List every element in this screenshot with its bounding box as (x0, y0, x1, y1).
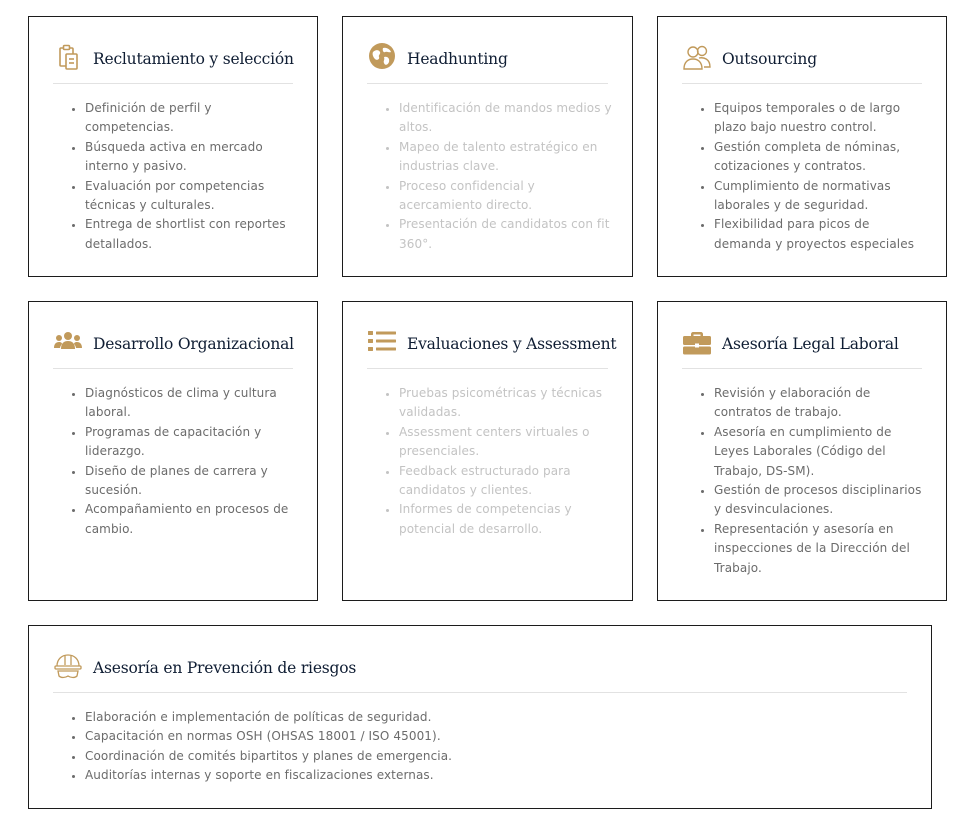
card-item-list (682, 99, 930, 254)
hard-hat-icon (53, 651, 83, 681)
service-card-prevencion (28, 625, 932, 809)
list-item: • Auditorías internas y soporte en fiscalizaciones externas. (85, 766, 915, 785)
list-item: • Gestión de procesos disciplinarios y desvinculaciones. (714, 481, 930, 520)
list-item: • Revisión y elaboración de contratos de trabajo. (714, 384, 930, 423)
list-item: • Cumplimiento de normativas laborales y de seguridad. (714, 177, 930, 216)
list-item: • Presentación de candidatos con fit 360°. (399, 215, 616, 254)
list-item: • Definición de perfil y competencias. (85, 99, 301, 138)
card-item-list (53, 384, 301, 539)
list-item: • Proceso confidencial y acercamiento directo. (399, 177, 616, 216)
card-title: Desarrollo Organizacional (93, 335, 294, 353)
card-item-list (367, 99, 616, 254)
list-item: • Representación y asesoría en inspecciones de la Dirección del Trabajo. (714, 520, 930, 578)
service-card-evaluaciones (342, 301, 633, 601)
card-header (53, 648, 907, 693)
list-item: • Programas de capacitación y liderazgo. (85, 423, 301, 462)
card-header (367, 324, 617, 369)
list-item: • Informes de competencias y potencial de desarrollo. (399, 500, 616, 539)
service-card-headhunting (342, 16, 633, 277)
clipboard-icon (53, 42, 83, 72)
list-item: • Flexibilidad para picos de demanda y proyectos especiales (714, 215, 930, 254)
list-item: • Capacitación en normas OSH (OHSAS 18001 / ISO 45001). (85, 727, 915, 746)
list-item: • Acompañamiento en procesos de cambio. (85, 500, 301, 539)
card-header (367, 39, 608, 84)
service-card-reclutamiento (28, 16, 318, 277)
card-title: Asesoría en Prevención de riesgos (93, 659, 357, 677)
list-item: • Feedback estructurado para candidatos y clientes. (399, 462, 616, 501)
card-title: Headhunting (407, 50, 508, 68)
briefcase-icon (682, 327, 712, 357)
card-item-list (53, 99, 301, 254)
card-item-list (53, 708, 915, 786)
card-header (682, 39, 922, 84)
service-card-desarrollo (28, 301, 318, 601)
group-icon (53, 327, 83, 357)
list-item: • Diseño de planes de carrera y sucesión. (85, 462, 301, 501)
list-item: • Entrega de shortlist con reportes detallados. (85, 215, 301, 254)
list-item: • Elaboración e implementación de políticas de seguridad. (85, 708, 915, 727)
list-item: • Mapeo de talento estratégico en industrias clave. (399, 138, 616, 177)
list-item: • Pruebas psicométricas y técnicas validadas. (399, 384, 616, 423)
card-header (53, 324, 293, 369)
list-item: • Diagnósticos de clima y cultura laboral. (85, 384, 301, 423)
list-item: • Gestión completa de nóminas, cotizaciones y contratos. (714, 138, 930, 177)
list-item: • Asesoría en cumplimiento de Leyes Laborales (Código del Trabajo, DS-SM). (714, 423, 930, 481)
card-title: Asesoría Legal Laboral (722, 335, 899, 353)
list-item: • Assessment centers virtuales o presenciales. (399, 423, 616, 462)
list-item: • Identificación de mandos medios y altos. (399, 99, 616, 138)
service-card-legal (657, 301, 947, 601)
users-outline-icon (682, 42, 712, 72)
card-header (682, 324, 922, 369)
service-card-outsourcing (657, 16, 947, 277)
card-title: Outsourcing (722, 50, 817, 68)
card-item-list (682, 384, 930, 578)
list-item: • Equipos temporales o de largo plazo bajo nuestro control. (714, 99, 930, 138)
list-item: • Búsqueda activa en mercado interno y pasivo. (85, 138, 301, 177)
card-header (53, 39, 293, 84)
list-item: • Coordinación de comités bipartitos y planes de emergencia. (85, 747, 915, 766)
card-title: Reclutamiento y selección (93, 50, 294, 68)
card-item-list (367, 384, 616, 539)
list-item: • Evaluación por competencias técnicas y culturales. (85, 177, 301, 216)
globe-icon (367, 42, 397, 72)
list-icon (367, 327, 397, 357)
card-title: Evaluaciones y Assessment (407, 335, 617, 353)
